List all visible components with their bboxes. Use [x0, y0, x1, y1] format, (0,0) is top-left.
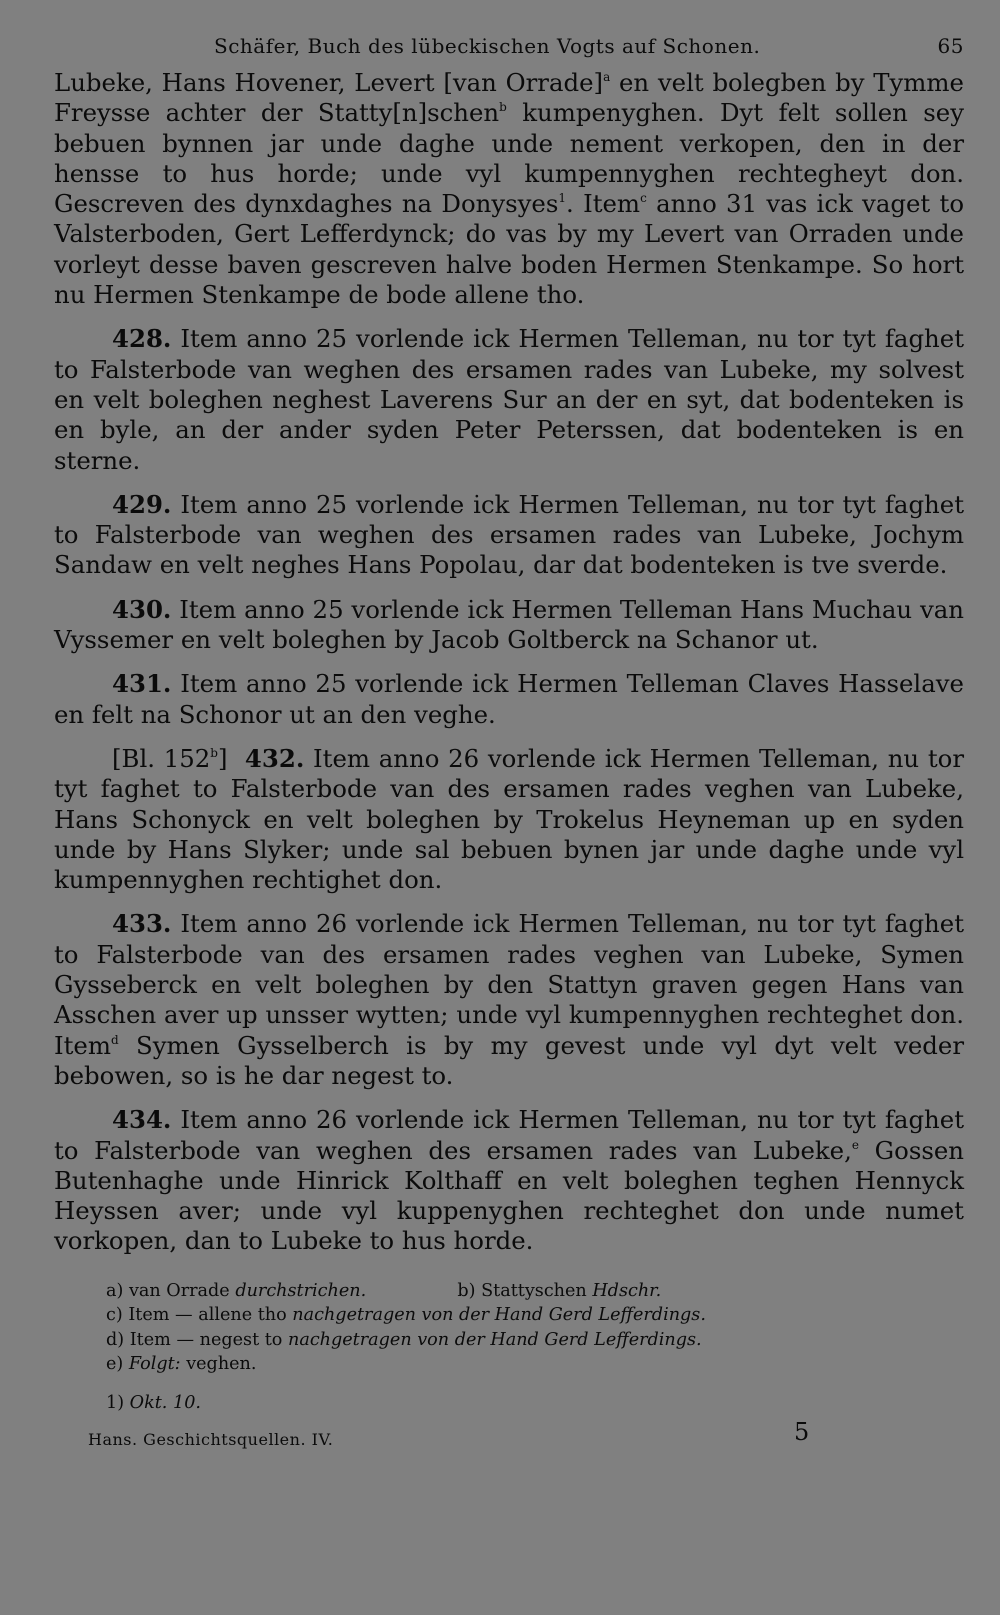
footnote-ref: a: [603, 70, 611, 84]
entry-text: Item anno 26 vorlende ick Hermen Telleman, nu tor tyt faghet to Falsterbode van weghen des ersamen rades van Lubeke,: [54, 1105, 964, 1165]
footnote-note: durchstrichen.: [235, 1280, 367, 1301]
footnote-mark: a): [106, 1280, 124, 1301]
sheet-reference-text: [Bl. 152: [112, 743, 211, 773]
footnote-mark: b): [457, 1280, 476, 1301]
footnote-note: nachgetragen von der Hand Gerd Lefferdings.: [288, 1329, 702, 1350]
text-run: Lubeke, Hans Hovener, Levert [van Orrade]: [54, 68, 604, 97]
series-title: Hans. Geschichtsquellen. IV.: [88, 1429, 334, 1449]
footnote-mark: 1): [106, 1393, 125, 1414]
entry-429: [54, 490, 964, 581]
footnote-ref: 1: [558, 191, 567, 206]
footnote-note: Hdschr.: [592, 1280, 662, 1301]
text-run: anno 31 vas ick vaget to Valsterboden, Gert Lefferdynck; do vas by my Levert van Orraden unde vorleyt desse baven gescreven halve boden Hermen Stenkampe. So hort nu Hermen Stenkampe de bode allene tho.: [54, 189, 965, 310]
entry-text: Item anno 25 vorlende ick Hermen Telleman Claves Hasselave en felt na Schonor ut an den veghe.: [54, 669, 964, 729]
footnote-note: nachgetragen von der Hand Gerd Lefferdings.: [292, 1305, 706, 1326]
footnote-ref: b: [499, 100, 507, 115]
signature-mark: 5: [794, 1417, 810, 1446]
sheet-reference-bracket: ]: [217, 743, 228, 773]
sheet-reference: [112, 744, 227, 773]
entry-number: 431.: [112, 669, 172, 699]
footnote-mark: c): [106, 1305, 123, 1326]
entry-text: Gossen Butenhaghe unde Hinrick Kolthaff en velt boleghen teghen Hennyck Heyssen aver; unde vyl kuppenyghen rechteghet don unde numet vorkopen, dan to Lubeke to hus horde.: [54, 1135, 964, 1256]
footnote-mark: d): [106, 1329, 125, 1350]
entry-434: [54, 1105, 964, 1256]
body-text: [54, 68, 964, 1257]
entry-text: Item anno 25 vorlende ick Hermen Telleman Hans Muchau van Vyssemer en velt boleghen by Jacob Goltberck na Schanor ut.: [54, 594, 964, 655]
entry-number: 433.: [112, 909, 172, 939]
entry-text: Item anno 25 vorlende ick Hermen Telleman, nu tor tyt faghet to Falsterbode van weghen des ersamen rades van Lubeke, Jochym Sandaw en velt neghes Hans Popolau, dar dat bodenteken is tve sverde.: [54, 489, 964, 580]
footnote-row: [106, 1303, 964, 1328]
footnote-ref: c: [640, 191, 647, 206]
footnote-ref: e: [851, 1137, 859, 1152]
text-run: . Item: [566, 189, 641, 219]
footnote-row: [106, 1352, 964, 1377]
footnote-ref: d: [111, 1032, 119, 1047]
entry-number: 430.: [112, 594, 172, 624]
text-run: kumpenyghen. Dyt felt sollen sey bebuen bynnen jar unde daghe unde nement verkopen, den in der hensse to hus horde; unde vyl kumpennyghen rechtegheyt don. Gescreven des dynxdaghes na Donysyes: [54, 98, 964, 219]
sheet-reference-side: b: [210, 745, 218, 760]
entry-text: Item anno 26 vorlende ick Hermen Telleman, nu tor tyt faghet to Falsterbode van des ersamen rades veghen van Lubeke, Symen Gysseberck en velt boleghen by den Stattyn graven gegen Hans van Asschen aver up unsser wytten; unde vyl kumpennyghen rechteghet don. Item: [54, 909, 964, 1060]
footnote-row: [106, 1279, 964, 1304]
entry-number: 429.: [112, 489, 172, 519]
footnote-text: Item — allene tho: [128, 1305, 287, 1326]
entry-433: [54, 909, 964, 1091]
footnote-row: [106, 1328, 964, 1353]
entry-428: [54, 324, 964, 475]
entry-432: [54, 744, 964, 895]
footnote-text: van Orrade: [128, 1280, 230, 1301]
footnote-mark: e): [106, 1354, 124, 1375]
entry-number: 434.: [112, 1105, 172, 1135]
page-number: 65: [937, 34, 964, 58]
footnote-text: Stattyschen: [481, 1280, 587, 1301]
entry-text: Symen Gysselberch is by my gevest unde vyl dyt velt veder bebowen, so is he dar negest to.: [54, 1030, 964, 1090]
footnote-note: Folgt:: [128, 1354, 181, 1375]
footnote-row: [106, 1391, 964, 1416]
text-run: en velt bolegben by Tymme Freysse achter der Statty[n]schen: [54, 68, 964, 128]
running-head: [54, 30, 964, 64]
entry-431: [54, 669, 964, 730]
footnote-text: veghen.: [186, 1354, 257, 1375]
footnote-text: Item — negest to: [129, 1329, 283, 1350]
entry-430: [54, 595, 964, 656]
entry-text: Item anno 26 vorlende ick Hermen Telleman, nu tor tyt faghet to Falsterbode van des ersamen rades veghen van Lubeke, Hans Schonyck en velt boleghen by Trokelus Heyneman up en syden unde by Hans Slyker; unde sal bebuen bynen jar unde daghe unde vyl kumpennyghen rechtighet don.: [54, 743, 964, 895]
page-footer: [54, 1417, 964, 1452]
footnote-note: Okt. 10.: [129, 1393, 201, 1414]
running-title: Schäfer, Buch des lübeckischen Vogts auf Schonen.: [214, 34, 761, 58]
entry-number: 428.: [112, 324, 172, 354]
entry-number: 432.: [244, 743, 305, 773]
footnotes: [106, 1279, 964, 1416]
entry-text: Item anno 25 vorlende ick Hermen Telleman, nu tor tyt faghet to Falsterbode van weghen des ersamen rades van Lubeke, my solvest en velt boleghen neghest Laverens Sur an der en syt, dat bodenteken is en byle, an der ander syden Peter Peterssen, dat bodenteken is en sterne.: [54, 324, 964, 475]
entry-continuation: [54, 68, 964, 310]
